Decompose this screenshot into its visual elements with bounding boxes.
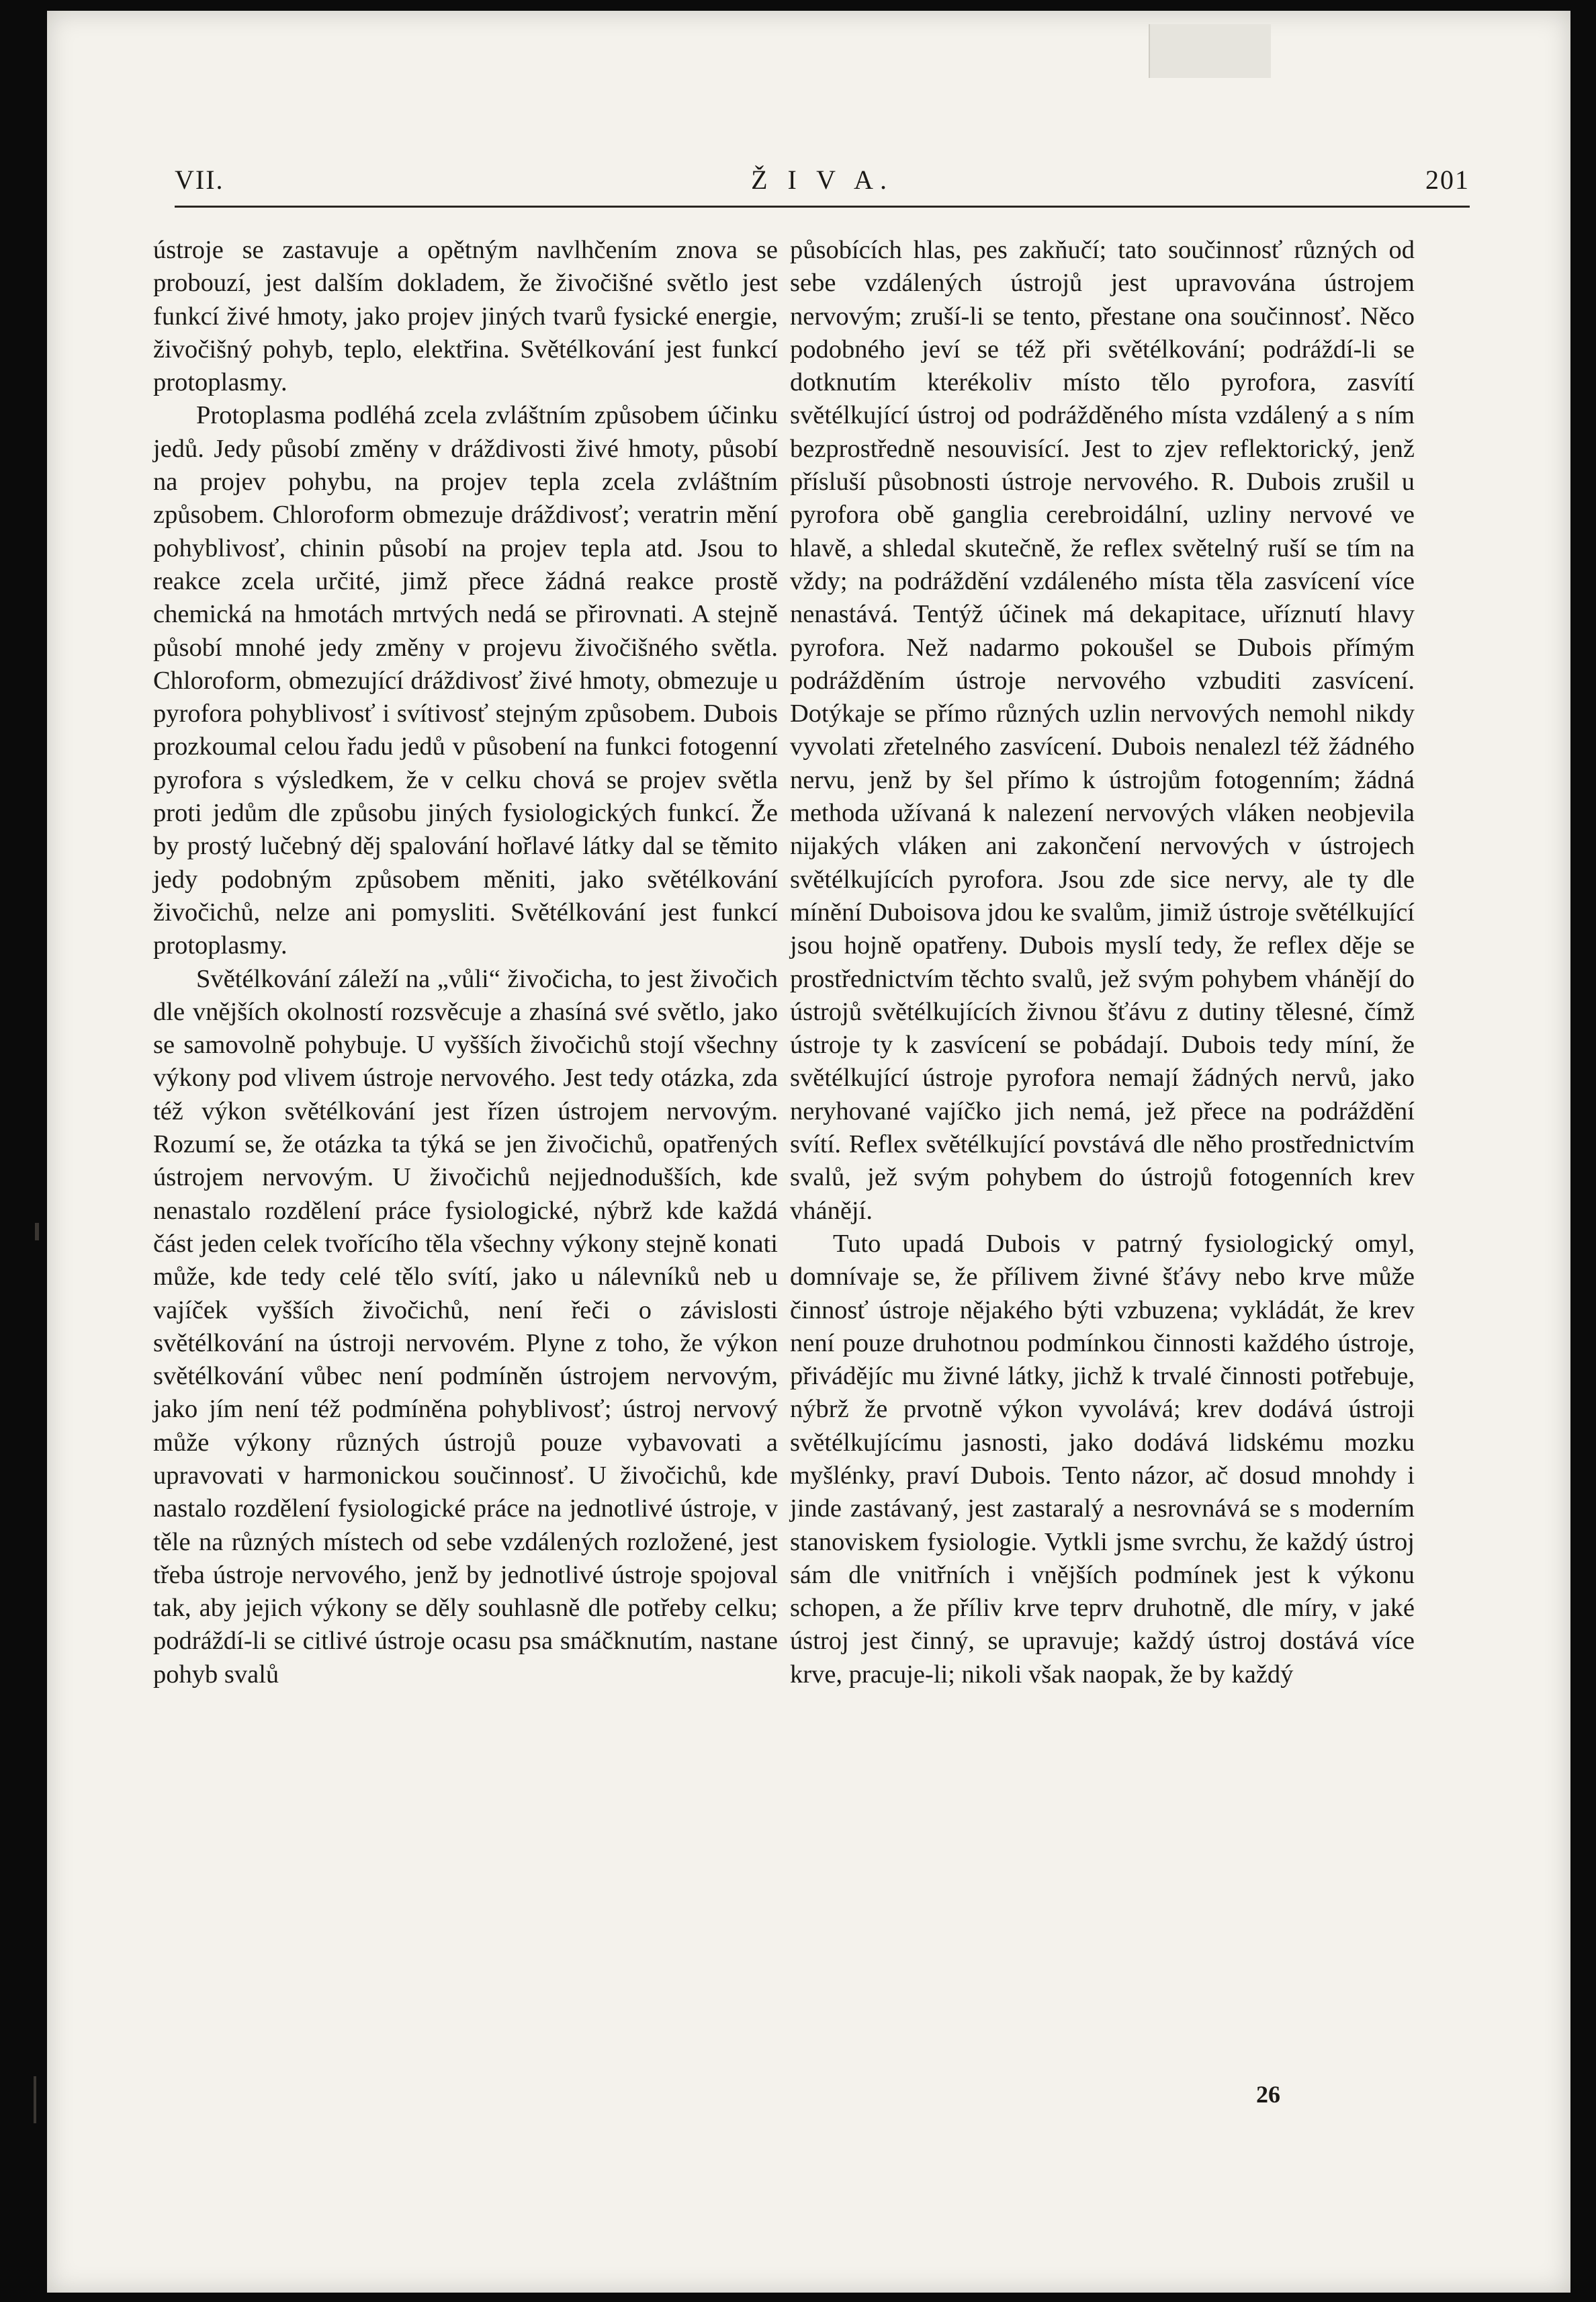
paragraph: působících hlas, pes zakňučí; tato součinnosť různých od sebe vzdálených ústrojů jest upravována ústrojem nervovým; zruší-li se tento, přestane ona součinnosť. Něco podobného jeví se též při světélkování; podráždí-li se dotknutím kterékoliv místo tělo pyrofora, zasvítí světélkující ústroj od podrážděného místa vzdálený a s ním bezprostředně nesouvisící. Jest to zjev reflektorický, jenž přísluší působnosti ústroje nervového. R. Dubois zrušil u pyrofora obě ganglia cerebroidální, uzliny nervové ve hlavě, a shledal skutečně, že reflex světelný ruší se tím na vždy; na podráždění vzdáleného místa těla zasvícení více nenastává. Tentýž účinek má dekapitace, uříznutí hlavy pyrofora. Než nadarmo pokoušel se Dubois přímým podrážděním ústroje nervového vzbuditi zasvícení. Dotýkaje se přímo různých uzlin nervových nemohl nikdy vyvolati zřetelného zasvícení. Dubois nenalezl též žádného nervu, jenž by šel přímo k ústrojům fotogenním; žádná methoda užívaná k nalezení nervových vláken neobjevila nijakých vláken ani zakončení nervových v ústrojech světélkujících pyrofora. Jsou zde sice nervy, ale ty dle mínění Duboisova jdou ke svalům, jimiž ústroje světélkující jsou hojně opatřeny. Dubois myslí tedy, že reflex děje se prostřednictvím těchto svalů, jež svým pohybem vhánějí do ústrojů světélkujících živnou šťávu z dutiny tělesné, čímž ústroje ty k zasvícení se pobádají. Dubois tedy míní, že světélkující ústroje pyrofora nemají žádných nervů, jako neryhované vajíčko jich nemá, jež přece na podráždění svítí. Reflex světélkující povstává dle něho prostřednictvím svalů, jež svým pohybem do ústrojů fotogenních krev vhánějí. xyxy=(790,236,1415,1225)
running-header xyxy=(175,164,1470,202)
journal-title: Ž I V A. xyxy=(751,165,893,195)
margin-mark xyxy=(35,1223,39,1240)
header-rule xyxy=(175,206,1470,208)
paragraph: ústroje se zastavuje a opětným navlhčením znova se probouzí, jest dalším dokladem, že živočišné světlo jest funkcí živé hmoty, jako projev jiných tvarů fysické energie, živočišný pohyb, teplo, elektřina. Světélkování jest funkcí protoplasmy. xyxy=(153,236,778,397)
volume-number: VII. xyxy=(175,165,224,195)
paragraph: Tuto upadá Dubois v patrný fysiologický omyl, domnívaje se, že přílivem živné šťávy nebo krve může činnosť ústroje nějakého býti vzbuzena; vykládát, že krev není pouze druhotnou podmínkou činnosti každého ústroje, přivádějíc mu živné látky, jichž k trvalé činnosti potřebuje, nýbrž že prvotně výkon vyvolává; krev dodává ústroji světélkujícímu jasnosti, jako dodává lidskému mozku myšlénky, praví Dubois. Tento názor, ač dosud mnohdy i jinde zastávaný, jest zastaralý a nesrovnává se s moderním stanoviskem fysiologie. Vytkli jsme svrchu, že každý ústroj sám dle vnitřních i vnějších podmínek jest k výkonu schopen, a že příliv krve teprv druhotně, dle míry, v jaké ústroj jest činný, se upravuje; každý ústroj dostává více krve, pracuje-li; nikoli však naopak, že by každý xyxy=(790,1229,1415,1689)
page-number: 201 xyxy=(1425,165,1470,195)
margin-mark xyxy=(34,2076,36,2123)
left-column xyxy=(153,234,778,1691)
page xyxy=(47,11,1570,2293)
signature-mark: 26 xyxy=(1256,2081,1280,2108)
scan-artifact xyxy=(1149,24,1271,78)
paragraph: Protoplasma podléhá zcela zvláštním způsobem účinku jedů. Jedy působí změny v dráždivosti živé hmoty, působí na projev pohybu, na projev tepla zcela zvláštním způsobem. Chloroform obmezuje dráždivosť; veratrin mění pohyblivosť, chinin působí na projev tepla atd. Jsou to reakce zcela určité, jimž přece žádná reakce prostě chemická na hmotách mrtvých nedá se přirovnati. A stejně působí mnohé jedy změny v projevu živočišného světla. Chloroform, obmezující dráždivosť živé hmoty, obmezuje u pyrofora pohyblivosť i svítivosť stejným způsobem. Dubois prozkoumal celou řadu jedů v působení na funkci fotogenní pyrofora s výsledkem, že v celku chová se projev světla proti jedům dle způsobu jiných fysiologických funkcí. Že by prostý lučebný děj spalování hořlavé látky dal se těmito jedy podobným způsobem měniti, jako světélkování živočichů, nelze ani pomysliti. Světélkování jest funkcí protoplasmy. xyxy=(153,401,778,960)
paragraph: Světélkování záleží na „vůli“ živočicha, to jest živočich dle vnějších okolností rozsvěcuje a zhasíná své světlo, jako se samovolně pohybuje. U vyšších živočichů stojí všechny výkony pod vlivem ústroje nervového. Jest tedy otázka, zda též výkon světélkování jest řízen ústrojem nervovým. Rozumí se, že otázka ta týká se jen živočichů, opatřených ústrojem nervovým. U živočichů nejjednodušších, kde nenastalo rozdělení práce fysiologické, nýbrž kde každá část jeden celek tvořícího těla všechny výkony stejně konati může, kde tedy celé tělo svítí, jako u nálevníků neb u vajíček vyšších živočichů, není řeči o závislosti světélkování na ústroji nervovém. Plyne z toho, že výkon světélkování vůbec není podmíněn ústrojem nervovým, jako jím není též podmíněna pohyblivosť; ústroj nervový může výkony různých ústrojů pouze vybavovati a upravovati v harmonickou součinnosť. U živočichů, kde nastalo rozdělení fysiologické práce na jednotlivé ústroje, v těle na různých místech od sebe vzdálených rozložené, jest třeba ústroje nervového, jenž by jednotlivé ústroje spojoval tak, aby jejich výkony se děly souhlasně dle potřeby celku; podráždí-li se citlivé ústroje ocasu psa smáčknutím, nastane pohyb svalů xyxy=(153,964,778,1689)
right-column xyxy=(790,234,1415,1691)
